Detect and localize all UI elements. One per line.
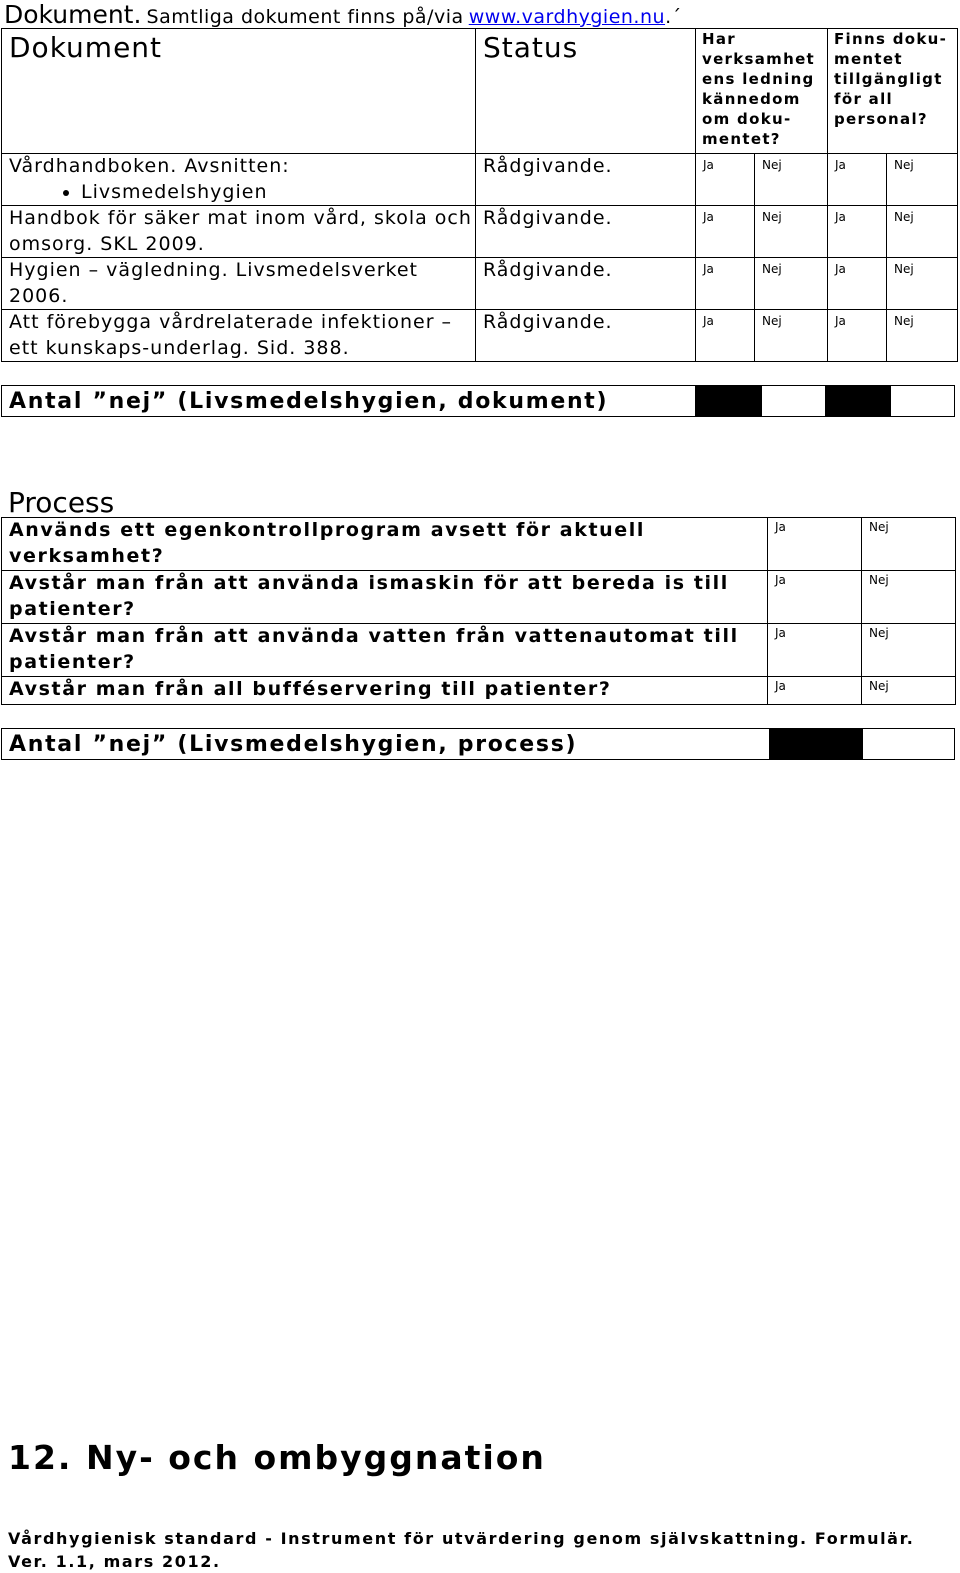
intro-line: [4, 0, 682, 29]
process-question: Avstår man från att använda vatten från vattenautomat till patienter?: [2, 624, 768, 677]
process-question: Avstår man från att använda ismaskin för att bereda is till patienter?: [2, 571, 768, 624]
process-title: Process: [8, 486, 115, 519]
management-total-blocked-cell: [695, 386, 761, 416]
document-cell: [2, 154, 476, 206]
table-row: [2, 258, 958, 310]
section-heading: 12. Ny- och ombyggnation: [8, 1438, 546, 1477]
available-yes-option[interactable]: Ja: [828, 154, 887, 206]
management-yes-option[interactable]: Ja: [696, 310, 755, 362]
table-row: [2, 154, 958, 206]
header-status: Status: [476, 29, 696, 154]
available-total-blocked-cell: [825, 386, 890, 416]
footer-line-2: Ver. 1.1, mars 2012.: [8, 1552, 221, 1571]
status-cell: Rådgivande.: [476, 206, 696, 258]
summary-process-bar: [1, 728, 955, 760]
bullet-item: • Livsmedelshygien: [81, 180, 475, 206]
management-yes-option[interactable]: Ja: [696, 206, 755, 258]
document-cell: Hygien – vägledning. Livsmedelsverket 2006.: [2, 258, 476, 310]
management-yes-option[interactable]: Ja: [696, 258, 755, 310]
intro-text: Samtliga dokument finns på/via: [146, 6, 464, 28]
management-no-option[interactable]: Nej: [755, 154, 828, 206]
process-no-option[interactable]: Nej: [862, 624, 956, 677]
document-name: Vårdhandboken. Avsnitten:: [9, 155, 290, 177]
summary-documents-label: Antal ”nej” (Livsmedelshygien, dokument): [9, 389, 609, 414]
process-yes-option[interactable]: Ja: [768, 677, 862, 705]
management-no-option[interactable]: Nej: [755, 206, 828, 258]
table-row: [2, 677, 956, 705]
vardhygien-link[interactable]: www.vardhygien.nu: [468, 6, 666, 28]
available-yes-option[interactable]: Ja: [828, 258, 887, 310]
header-management: Har verksamhet ens ledning kännedom om doku-mentet?: [696, 29, 828, 154]
summary-documents-bar: [1, 385, 955, 417]
table-row: [2, 206, 958, 258]
header-document: Dokument: [2, 29, 476, 154]
document-cell: Att förebygga vårdrelaterade infektioner – ett kunskaps-underlag. Sid. 388.: [2, 310, 476, 362]
table-row: [2, 624, 956, 677]
process-no-option[interactable]: Nej: [862, 677, 956, 705]
process-no-option[interactable]: Nej: [862, 571, 956, 624]
table-row: [2, 571, 956, 624]
status-cell: Rådgivande.: [476, 154, 696, 206]
available-no-option[interactable]: Nej: [887, 258, 958, 310]
management-yes-option[interactable]: Ja: [696, 154, 755, 206]
status-cell: Rådgivande.: [476, 310, 696, 362]
table-row: [2, 310, 958, 362]
intro-trailing: .´: [665, 6, 682, 28]
document-bullets: [9, 180, 475, 206]
available-yes-option[interactable]: Ja: [828, 206, 887, 258]
document-table-header: [2, 29, 958, 154]
management-total-cell[interactable]: [761, 386, 826, 416]
process-no-option[interactable]: Nej: [862, 518, 956, 571]
process-question: Används ett egenkontrollprogram avsett för aktuell verksamhet?: [2, 518, 768, 571]
available-no-option[interactable]: Nej: [887, 206, 958, 258]
summary-process-label: Antal ”nej” (Livsmedelshygien, process): [9, 732, 578, 757]
header-available: Finns doku-mentet tillgängligt för all personal?: [828, 29, 958, 154]
status-cell: Rådgivande.: [476, 258, 696, 310]
process-question: Avstår man från all bufféservering till patienter?: [2, 677, 768, 705]
available-yes-option[interactable]: Ja: [828, 310, 887, 362]
process-total-blocked-cell: [769, 729, 862, 759]
management-no-option[interactable]: Nej: [755, 258, 828, 310]
available-no-option[interactable]: Nej: [887, 310, 958, 362]
available-no-option[interactable]: Nej: [887, 154, 958, 206]
process-yes-option[interactable]: Ja: [768, 624, 862, 677]
document-cell: Handbok för säker mat inom vård, skola och omsorg. SKL 2009.: [2, 206, 476, 258]
document-table: [1, 28, 958, 362]
footer: [8, 1527, 914, 1573]
process-yes-option[interactable]: Ja: [768, 518, 862, 571]
table-row: [2, 518, 956, 571]
available-total-cell[interactable]: [890, 386, 955, 416]
intro-title: Dokument.: [4, 0, 142, 29]
process-table: [1, 517, 956, 705]
process-yes-option[interactable]: Ja: [768, 571, 862, 624]
process-total-cell[interactable]: [862, 729, 955, 759]
footer-line-1: Vårdhygienisk standard - Instrument för utvärdering genom självskattning. Formulär.: [8, 1529, 915, 1548]
management-no-option[interactable]: Nej: [755, 310, 828, 362]
